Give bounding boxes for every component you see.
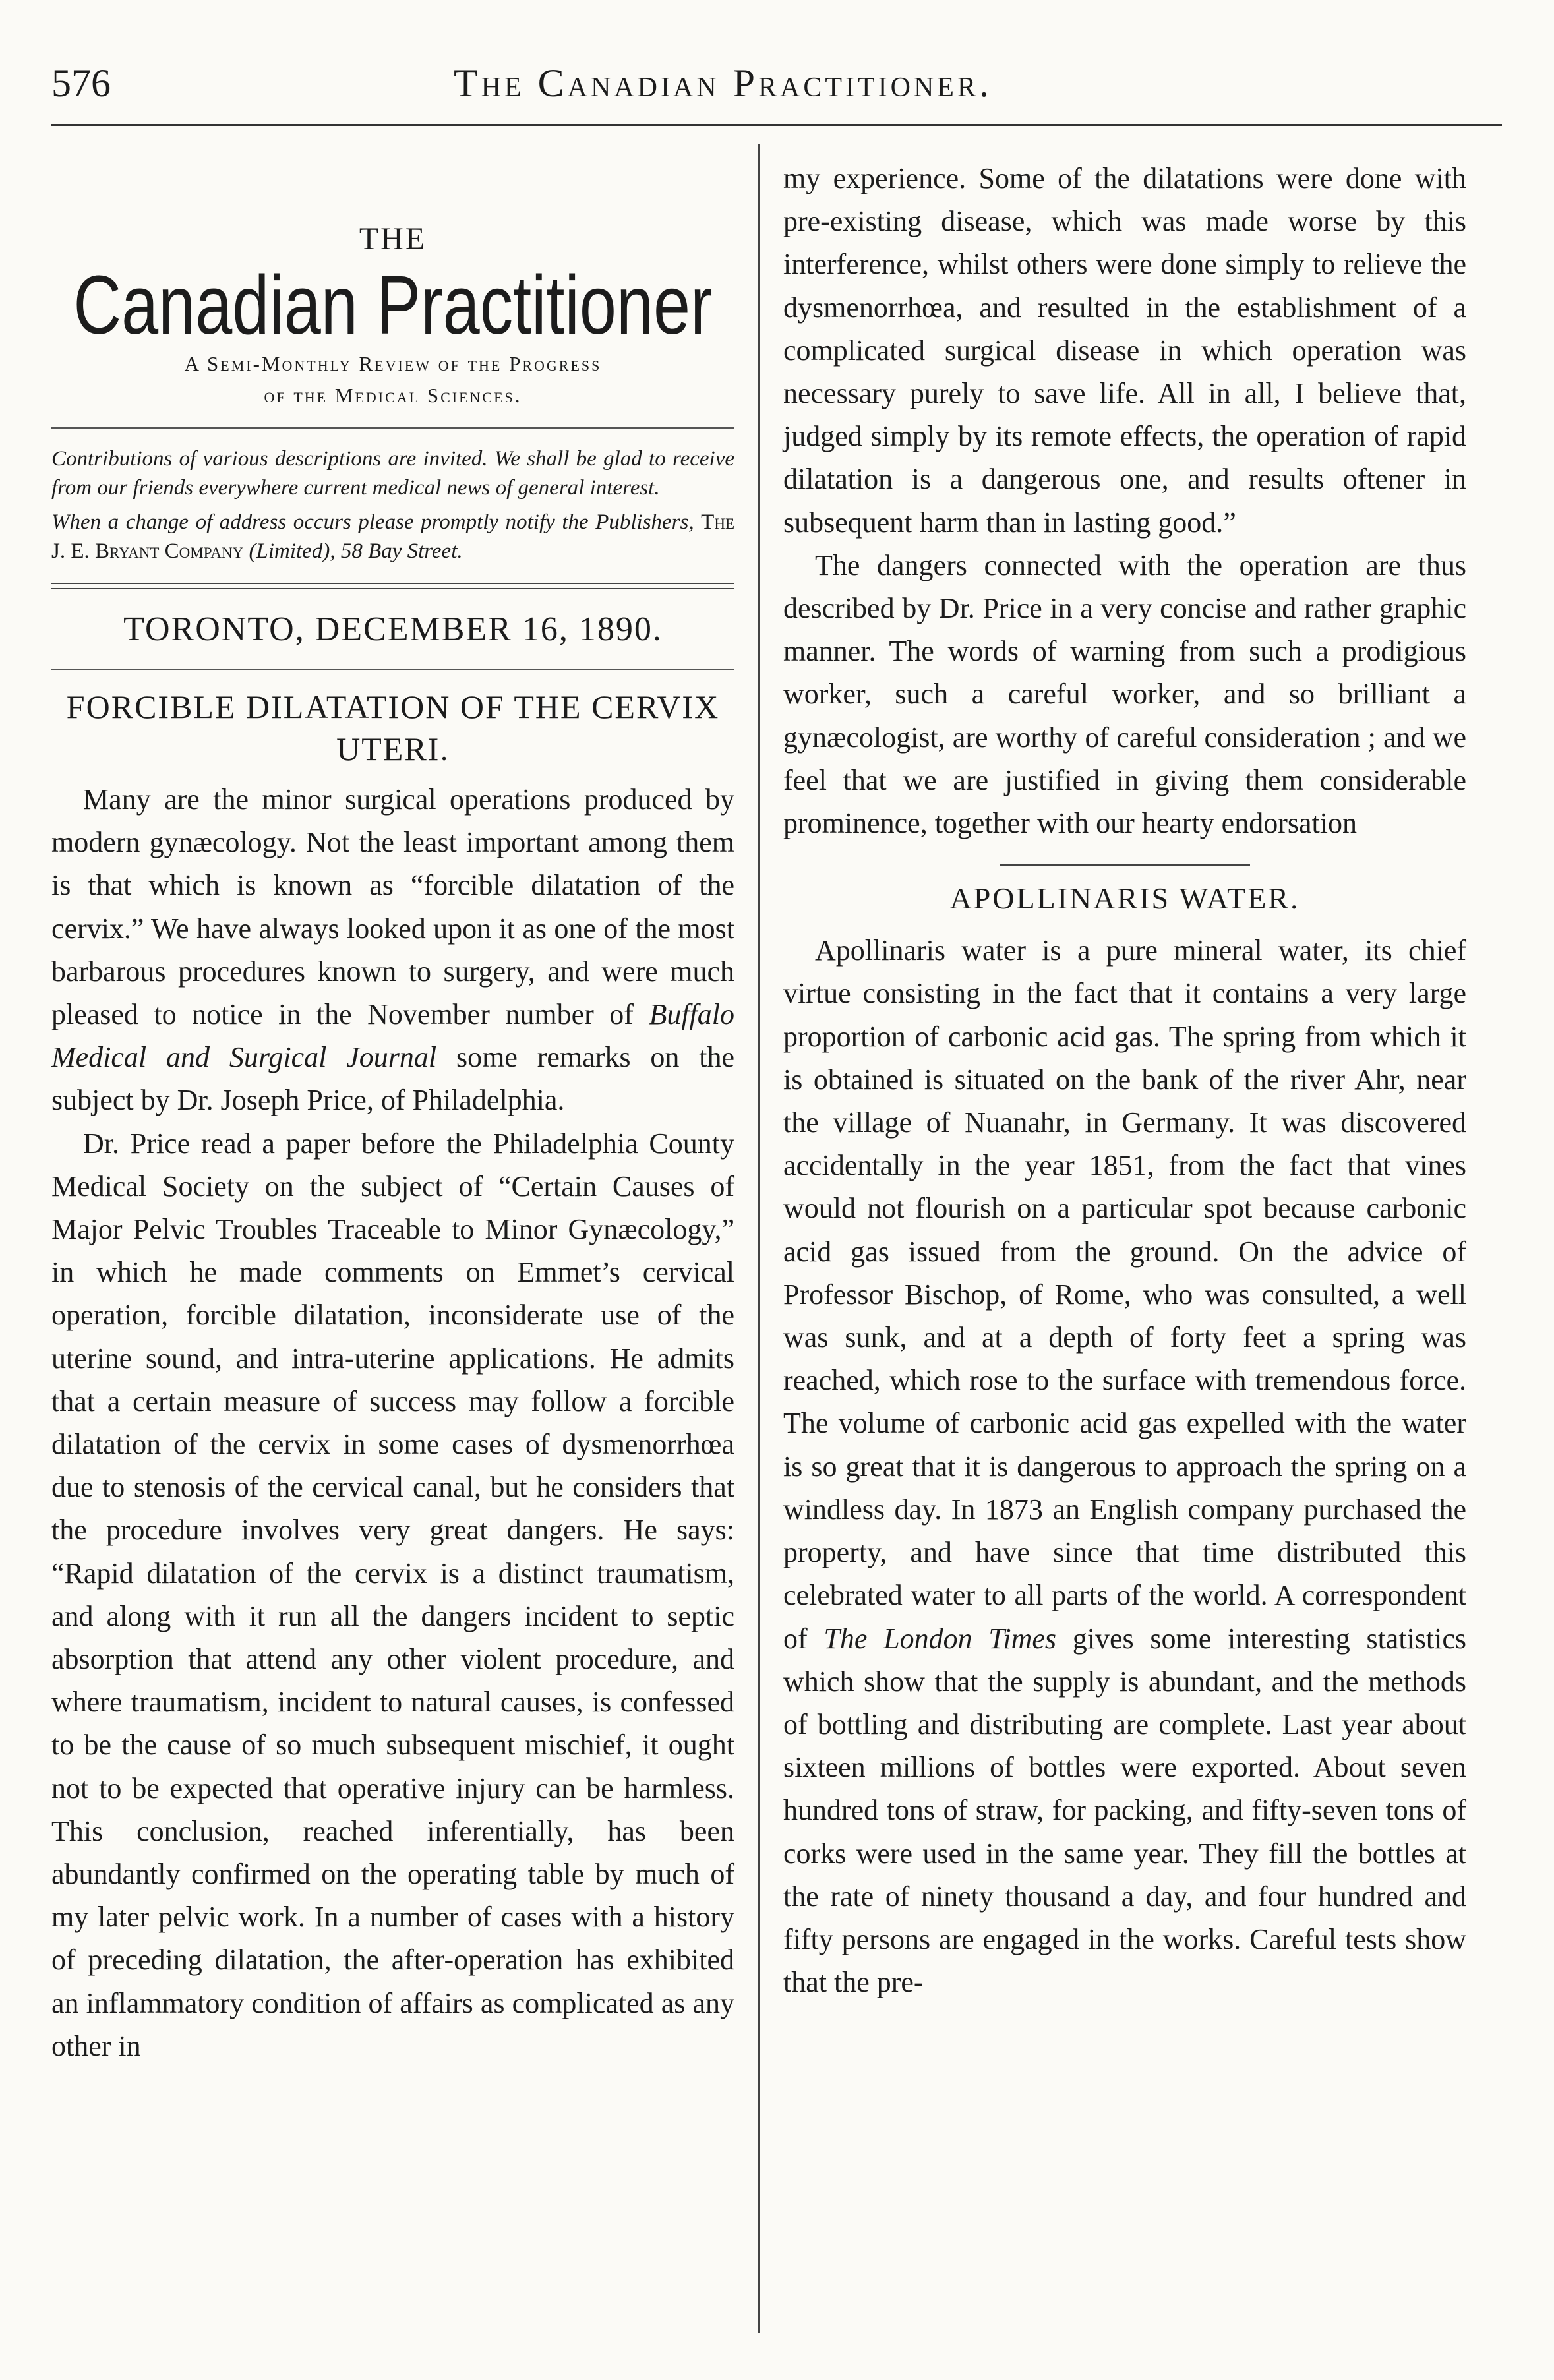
masthead — [51, 216, 734, 411]
left-column — [51, 157, 734, 2333]
right-column — [783, 157, 1466, 2333]
article1-p1-text-end: some remarks on the subject by Dr. Joseph Price, of Philadelphia. — [51, 1041, 734, 1117]
publisher-name: The J. E. Bryant Company — [51, 510, 734, 563]
masthead-subtitle-line1: A Semi-Monthly Review of the Progress — [184, 352, 602, 375]
article2-paragraph-1 — [783, 929, 1466, 2004]
journal-citation: Buffalo Medical and Surgical Journal — [51, 998, 734, 1074]
article1-paragraph-4: The dangers connected with the operation are thus described by Dr. Price in a very concise and rather graphic manner. The words of warning from such a prodigious worker, such a careful worker, and so brilliant a gynæcologist, are worthy of careful consideration ; and we feel that we are justified in giving them considerable prominence, together with our hearty endorsation — [783, 549, 1466, 840]
address-notice-street: (Limited), 58 Bay Street. — [243, 539, 463, 563]
article1-paragraph-1 — [51, 778, 734, 1122]
newspaper-citation: The London Times — [823, 1622, 1057, 1655]
header-rule — [51, 124, 1502, 126]
running-head — [51, 51, 1502, 124]
masthead-rule — [51, 427, 734, 429]
page-number: 576 — [51, 61, 111, 105]
article2-p1-text: Apollinaris water is a pure mineral water, its chief virtue consisting in the fact that it contains a very large proportion of carbonic acid gas. The spring from which it is obtained is situated on the bank of the river Ahr, near the village of Nuanahr, in Germany. It was discovered accidentally in the year 1851, from the fact that vines would not flourish on a particular spot because carbonic acid gas issued from the ground. On the advice of Professor Bischop, of Rome, who was consulted, a well was sunk, and at a depth of forty feet a spring was reached, which rose to the surface with tremendous force. The volume of carbonic acid gas expelled with the water is so great that it is dangerous to approach the spring on a windless day. In 1873 an English company purchased the property, and have since that time distributed this celebrated water to all parts of the world. A correspondent of — [783, 934, 1466, 1655]
article1-p1-text: Many are the minor surgical operations produced by modern gynæcology. Not the least important among them is that which is known as “forcible dilatation of the cervix.” We have always looked upon it as one of the most barbarous procedures known to surgery, and were much pleased to notice in the November number of — [51, 783, 734, 1031]
column-divider — [758, 144, 760, 2333]
running-head-title: The Canadian Practitioner. — [454, 61, 992, 105]
dateline-rule-top — [51, 583, 734, 589]
article-title-apollinaris: APOLLINARIS WATER. — [949, 881, 1300, 916]
section-rule — [1000, 864, 1250, 866]
article1-paragraph-2: Dr. Price read a paper before the Philadelphia County Medical Society on the subject of “Certain Causes of Major Pelvic Troubles Traceable to Minor Gynæcology,” in which he made comments on Emmet’s cervical operation, forcible dilatation, inconsiderate use of the uterine sound, and intra-uterine applications. He admits that a certain measure of success may follow a forcible dilatation of the cervix in some cases of dysmenorrhœa due to stenosis of the cervical canal, but he considers that the procedure involves very great dangers. He says: “Rapid dilatation of the cervix is a distinct traumatism, and along with it run all the dangers incident to septic absorption that attend any other violent procedure, and where traumatism, incident to natural causes, is confessed to be the cause of so much subsequent mischief, it ought not to be expected that operative injury can be harmless. This conclusion, reached inferentially, has been abundantly confirmed on the operating table by much of my later pelvic work. In a number of cases with a history of preceding dilatation, the after-operation has exhibited an inflammatory condition of affairs as complicated as any other in — [51, 1127, 734, 2062]
masthead-title: Canadian Practitioner — [73, 258, 713, 351]
address-notice — [51, 508, 734, 566]
dateline-rule-bottom — [51, 669, 734, 670]
address-notice-text: When a change of address occurs please promptly notify the Publishers, — [51, 510, 702, 534]
article-title-cervix: FORCIBLE DILATATION OF THE CERVIX UTERI. — [66, 688, 720, 767]
masthead-subtitle-line2: of the Medical Sciences. — [264, 384, 522, 407]
journal-page — [51, 51, 1502, 2333]
article1-paragraph-3: my experience. Some of the dilatations were done with pre-existing disease, which was made worse by this interference, whilst others were done simply to relieve the dysmenorrhœa, and resulted in the establishment of a complicated surgical disease in which operation was necessary purely to save life. All in all, I believe that, judged simply by its remote effects, the operation of rapid dilatation is a dangerous one, and results oftener in subsequent harm than in lasting good.” — [783, 162, 1466, 539]
dateline: TORONTO, DECEMBER 16, 1890. — [123, 610, 663, 648]
article2-p1-text-end: gives some interesting statistics which show that the supply is abundant, and the methods of bottling and distributing are complete. Last year about sixteen millions of bottles were exported. About seven hundred tons of straw, for packing, and fifty-seven tons of corks were used in the same year. They fill the bottles at the rate of ninety thousand a day, and four hundred and fifty persons are engaged in the works. Careful tests show that the pre- — [783, 1622, 1466, 1999]
contributions-notice: Contributions of various descriptions are invited. We shall be glad to receive from our friends everywhere current medical news of general interest. — [51, 447, 734, 500]
masthead-the: THE — [359, 222, 427, 256]
